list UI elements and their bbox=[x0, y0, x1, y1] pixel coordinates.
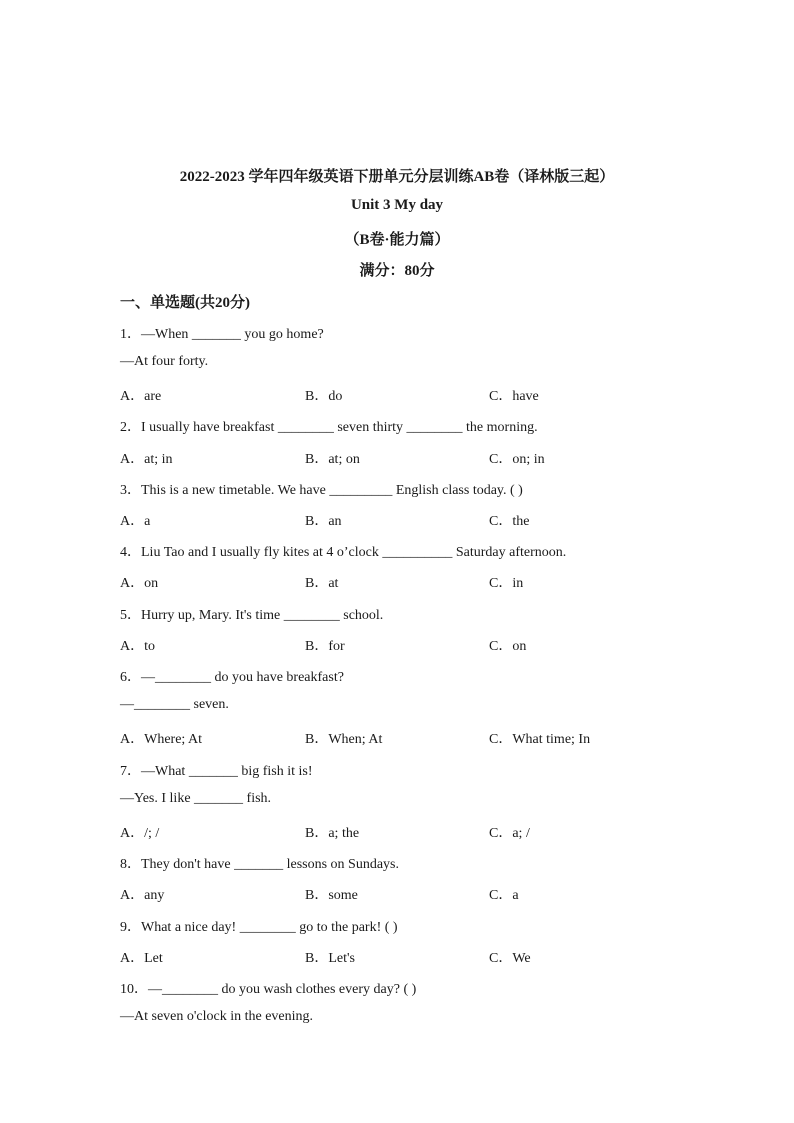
question-10-stem: 10．—________ do you wash clothes every day? ( ) bbox=[120, 982, 417, 997]
question-4-option-c: C．in bbox=[489, 576, 524, 591]
question-2-option-c: C．on; in bbox=[489, 452, 545, 467]
question-8-stem: 8．They don't have _______ lessons on Sundays. bbox=[120, 857, 400, 872]
question-7-option-c: C．a; / bbox=[489, 826, 530, 841]
question-2-option-b: B．at; on bbox=[305, 452, 360, 467]
question-3-option-a: A．a bbox=[120, 514, 151, 529]
question-8-option-c: C．a bbox=[489, 888, 519, 903]
question-4-option-b: B．at bbox=[305, 576, 339, 591]
question-9-option-a: A．Let bbox=[120, 951, 163, 966]
question-7-option-b: B．a; the bbox=[305, 826, 360, 841]
question-3-stem: 3．This is a new timetable. We have _________ English class today. ( ) bbox=[120, 483, 523, 498]
question-1-stem: 1．—When _______ you go home? bbox=[120, 327, 324, 342]
question-2-option-a: A．at; in bbox=[120, 452, 173, 467]
question-5-option-a: A．to bbox=[120, 639, 155, 654]
question-9-option-c: C．We bbox=[489, 951, 531, 966]
question-8-option-b: B．some bbox=[305, 888, 358, 903]
question-5-option-c: C．on bbox=[489, 639, 527, 654]
question-9-option-b: B．Let's bbox=[305, 951, 355, 966]
question-5-option-b: B．for bbox=[305, 639, 345, 654]
question-1-option-a: A．are bbox=[120, 389, 162, 404]
question-3-option-b: B．an bbox=[305, 514, 342, 529]
question-9-stem: 9．What a nice day! ________ go to the park! ( ) bbox=[120, 920, 398, 935]
question-8-option-a: A．any bbox=[120, 888, 165, 903]
question-7-option-a: A．/; / bbox=[120, 826, 160, 841]
question-2-stem: 2．I usually have breakfast ________ seven thirty ________ the morning. bbox=[120, 420, 538, 435]
score-line: 满分：80分 bbox=[359, 263, 435, 279]
question-6-answer-line: —________ seven. bbox=[120, 697, 229, 712]
question-6-option-a: A．Where; At bbox=[120, 732, 203, 747]
question-4-stem: 4．Liu Tao and I usually fly kites at 4 o’clock __________ Saturday afternoon. bbox=[120, 545, 567, 560]
unit-title: Unit 3 My day bbox=[350, 197, 444, 213]
question-1-option-b: B．do bbox=[305, 389, 343, 404]
section-heading: 一、单选题(共20分) bbox=[120, 295, 250, 311]
document-title: 2022-2023 学年四年级英语下册单元分层训练AB卷（译林版三起） bbox=[179, 169, 615, 185]
question-6-option-b: B．When; At bbox=[305, 732, 383, 747]
question-10-answer-line: —At seven o'clock in the evening. bbox=[120, 1009, 314, 1024]
question-7-answer-line: —Yes. I like _______ fish. bbox=[120, 791, 272, 806]
question-5-stem: 5．Hurry up, Mary. It's time ________ school. bbox=[120, 608, 384, 623]
question-3-option-c: C．the bbox=[489, 514, 530, 529]
question-6-stem: 6．—________ do you have breakfast? bbox=[120, 670, 344, 685]
question-1-option-c: C．have bbox=[489, 389, 539, 404]
question-1-answer-line: —At four forty. bbox=[120, 354, 209, 369]
question-4-option-a: A．on bbox=[120, 576, 159, 591]
volume-subtitle: （B卷·能力篇） bbox=[344, 232, 450, 248]
question-6-option-c: C．What time; In bbox=[489, 732, 591, 747]
question-7-stem: 7．—What _______ big fish it is! bbox=[120, 764, 313, 779]
